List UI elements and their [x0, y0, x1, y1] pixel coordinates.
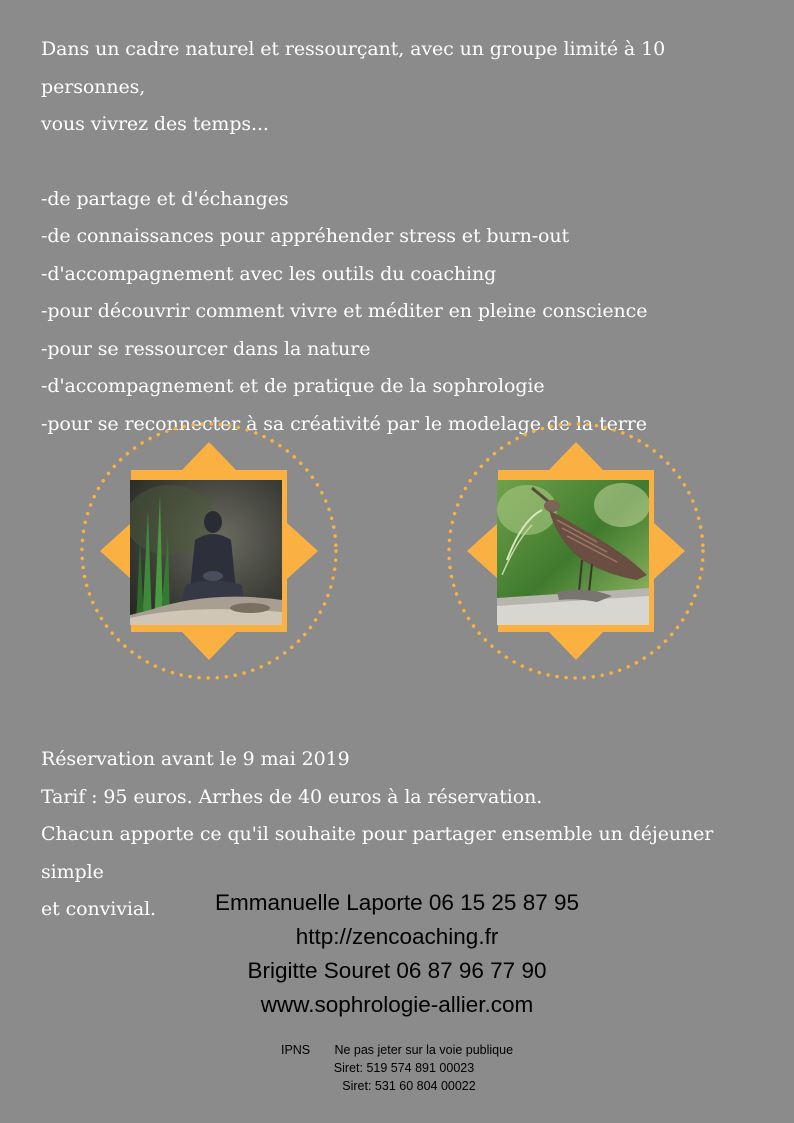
list-item: -de connaissances pour appréhender stress et burn-out	[41, 225, 570, 247]
lunch-info-line-2: et convivial.	[41, 898, 157, 920]
wooden-bird-image	[497, 480, 649, 625]
list-item: -pour se reconnecter à sa créativité par le modelage de la terre	[41, 412, 647, 435]
bird-photo-frame	[445, 420, 707, 682]
footer-notice: IPNS Ne pas jeter sur la voie publique	[280, 1043, 514, 1057]
list-item: -d'accompagnement et de pratique de la sophrologie	[41, 375, 545, 397]
meditation-statue-image	[130, 480, 282, 625]
website-zencoaching-link[interactable]: http://zencoaching.fr	[295, 924, 499, 949]
contact-brigitte: Brigitte Souret 06 87 96 77 90	[247, 958, 547, 983]
contacts-section	[0, 886, 794, 1022]
intro-line-1: Dans un cadre naturel et ressourçant, avec un groupe limité à 10 personnes,	[41, 38, 666, 98]
lunch-info-line-1: Chacun apporte ce qu'il souhaite pour partager ensemble un déjeuner simple	[41, 823, 714, 883]
meditation-photo-frame	[78, 420, 340, 682]
price-info: Tarif : 95 euros. Arrhes de 40 euros à la réservation.	[41, 785, 543, 808]
list-item: -pour se ressourcer dans la nature	[41, 337, 371, 360]
footer	[0, 1041, 794, 1095]
siret-2: Siret: 531 60 804 00022	[342, 1079, 476, 1093]
intro-section	[41, 31, 761, 443]
list-item: -pour découvrir comment vivre et méditer en pleine conscience	[41, 300, 648, 322]
contact-emmanuelle: Emmanuelle Laporte 06 15 25 87 95	[214, 890, 579, 915]
website-sophrologie-link[interactable]: www.sophrologie-allier.com	[260, 992, 534, 1017]
list-item: -d'accompagnement avec les outils du coaching	[41, 262, 497, 285]
reservation-deadline: Réservation avant le 9 mai 2019	[41, 748, 350, 770]
intro-line-2: vous vivrez des temps...	[41, 113, 269, 135]
list-item: -de partage et d'échanges	[41, 187, 289, 210]
siret-1: Siret: 519 574 891 00023	[333, 1061, 475, 1075]
